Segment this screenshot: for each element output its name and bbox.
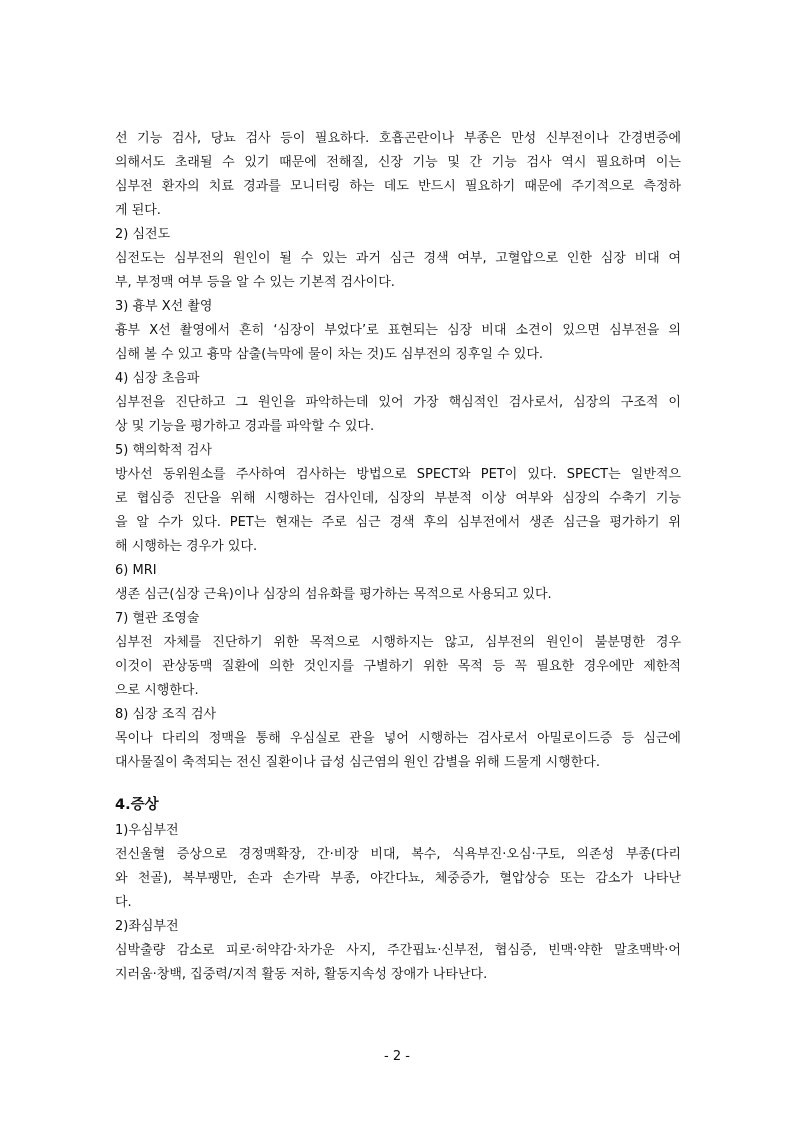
paragraph-line: 심박출량 감소로 피로·허약감·차가운 사지, 주간핍뇨·신부전, 협심증, 빈맥·약한 말초맥박·어 [115, 943, 681, 958]
subheading-ecg: 2) 심전도 [115, 227, 171, 242]
paragraph-line: 심전도는 심부전의 원인이 될 수 있는 과거 심근 경색 여부, 고혈압으로 인한 심장 비대 여 [115, 251, 681, 266]
page-number: - 2 - [384, 1049, 410, 1064]
paragraph-line: 지러움·창백, 집중력/지적 활동 저하, 활동지속성 장애가 나타난다. [115, 967, 488, 982]
paragraph-line: 로 협심증 진단을 위해 시행하는 검사인데, 심장의 부분적 이상 여부와 심장의 수축기 기능 [115, 491, 681, 506]
paragraph-line: 해 시행하는 경우가 있다. [115, 539, 258, 554]
paragraph-line: 목이나 다리의 정맥을 통해 우심실로 관을 넣어 시행하는 검사로서 아밀로이드증 등 심근에 [115, 731, 681, 746]
section-spacer [115, 775, 681, 793]
paragraph-line: 을 알 수가 있다. PET는 현재는 주로 심근 경색 후의 심부전에서 생존 심근을 평가하기 위 [115, 515, 681, 530]
subheading-right-heart-failure: 1)우심부전 [115, 823, 179, 838]
paragraph-line: 흉부 X선 촬영에서 흔히 ‘심장이 부었다’로 표현되는 심장 비대 소견이 있으면 심부전을 의 [115, 323, 681, 338]
paragraph-line: 게 된다. [115, 203, 161, 218]
subheading-left-heart-failure: 2)좌심부전 [115, 919, 179, 934]
subheading-mri: 6) MRI [115, 563, 157, 578]
paragraph-line: 전신울혈 증상으로 경정맥확장, 간·비장 비대, 복수, 식욕부진·오심·구토, 의존성 부종(다리 [115, 847, 681, 862]
subheading-echocardiography: 4) 심장 초음파 [115, 371, 200, 386]
paragraph-line: 의해서도 초래될 수 있기 때문에 전해질, 신장 기능 및 간 기능 검사 역시 필요하며 이는 [115, 155, 681, 170]
paragraph-line: 생존 심근(심장 근육)이나 심장의 섬유화를 평가하는 목적으로 사용되고 있다. [115, 587, 552, 602]
paragraph-line: 심부전 환자의 치료 경과를 모니터링 하는 데도 반드시 필요하기 때문에 주기적으로 측정하 [115, 179, 681, 194]
paragraph-line: 심해 볼 수 있고 흉막 삼출(늑막에 물이 차는 것)도 심부전의 징후일 수 있다. [115, 347, 544, 362]
paragraph-line: 방사선 동위원소를 주사하여 검사하는 방법으로 SPECT와 PET이 있다. SPECT는 일반적으 [115, 467, 681, 482]
paragraph-line: 심부전 자체를 진단하기 위한 목적으로 시행하지는 않고, 심부전의 원인이 불분명한 경우 [115, 635, 681, 650]
paragraph-line: 상 및 기능을 평가하고 경과를 파악할 수 있다. [115, 419, 375, 434]
paragraph-line: 와 천골), 복부팽만, 손과 손가락 부종, 야간다뇨, 체중증가, 혈압상승 또는 감소가 나타난 [115, 871, 681, 886]
paragraph-line: 선 기능 검사, 당뇨 검사 등이 필요하다. 호흡곤란이나 부종은 만성 신부전이나 간경변증에 [115, 131, 681, 146]
subheading-biopsy: 8) 심장 조직 검사 [115, 707, 217, 722]
paragraph-line: 심부전을 진단하고 그 원인을 파악하는데 있어 가장 핵심적인 검사로서, 심장의 구조적 이 [115, 395, 681, 410]
paragraph-line: 부, 부정맥 여부 등을 알 수 있는 기본적 검사이다. [115, 275, 395, 290]
document-body [115, 127, 681, 987]
paragraph-line: 으로 시행한다. [115, 683, 199, 698]
subheading-chest-xray: 3) 흉부 X선 촬영 [115, 299, 213, 314]
section-title-symptoms: 4.증상 [115, 797, 159, 813]
paragraph-line: 대사물질이 축적되는 전신 질환이나 급성 심근염의 원인 감별을 위해 드물게 시행한다. [115, 755, 600, 770]
subheading-nuclear-medicine: 5) 핵의학적 검사 [115, 443, 212, 458]
subheading-angiography: 7) 혈관 조영술 [115, 611, 200, 626]
paragraph-line: 다. [115, 895, 132, 910]
paragraph-line: 이것이 관상동맥 질환에 의한 것인지를 구별하기 위한 목적 등 꼭 필요한 경우에만 제한적 [115, 659, 681, 674]
